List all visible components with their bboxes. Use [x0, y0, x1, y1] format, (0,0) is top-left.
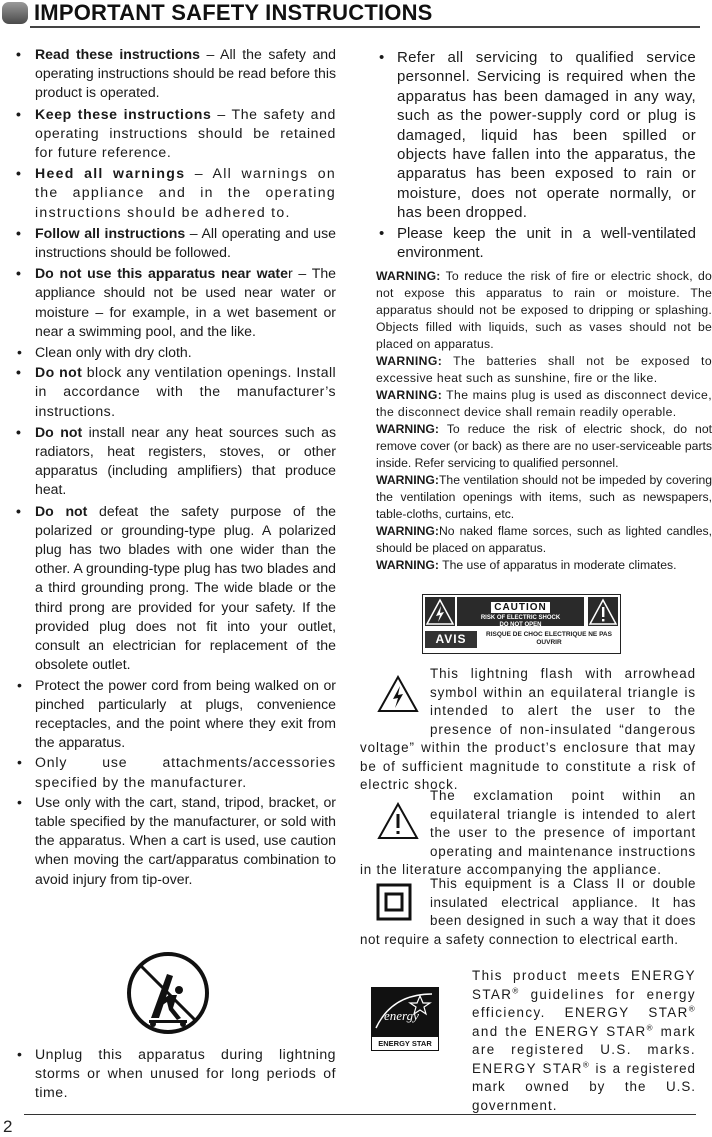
list-item: • Do not install near any heat sources such as radiators, heat registers, stoves, or other apparatus (including amplifiers) that produce heat.	[16, 423, 336, 498]
list-item: • Protect the power cord from being walked on or pinched particularly at plugs, convenience receptacles, and the point where they exit from the apparatus.	[17, 676, 336, 751]
lightning-symbol-description: This lightning flash with arrowhead symbol within an equilateral triangle is intended to alert the user to the presence of non-insulated “dangerous voltage” within the product’s enclosure that may be of sufficient magnitude to constitute a risk of electric shock.	[360, 666, 696, 792]
right-column	[376, 48, 696, 262]
list-item: • Refer all servicing to qualified service personnel. Servicing is required when the apparatus has been damaged in any way, such as the power-supply cord or plug is damaged, liquid has been spilled or objects have fallen into the apparatus, the apparatus has been exposed to rain or moisture, does not operate normally, or has been dropped.	[379, 49, 696, 222]
svg-text:energy: energy	[384, 1008, 419, 1023]
list-item: • Keep these instructions – The safety and operating instructions should be retained for future reference.	[16, 105, 336, 161]
page-number: 2	[3, 1117, 13, 1136]
avis-badge: AVIS	[425, 631, 477, 648]
list-item: • Only use attachments/accessories specified by the manufacturer.	[17, 754, 336, 790]
warning-paragraph: WARNING: The use of apparatus in moderate climates.	[376, 558, 677, 572]
warning-paragraph: WARNING: The batteries shall not be exposed to excessive heat such as sunshine, fire or the like.	[376, 354, 712, 385]
exclamation-symbol-description: The exclamation point within an equilateral triangle is intended to alert the user to the presence of important operating and maintenance instructions in the literature accompanying the appliance.	[360, 788, 696, 877]
unplug-item	[14, 1045, 336, 1103]
header-divider	[30, 26, 700, 28]
list-item: • Read these instructions – All the safety and operating instructions should be read before this product is operated.	[16, 46, 336, 101]
list-item: • Use only with the cart, stand, tripod, bracket, or table specified by the manufacturer, or sold with the apparatus. When a cart is used, use caution when moving the cart/apparatus combination to avoid injury from tip-over.	[17, 793, 336, 887]
caution-label	[422, 594, 621, 654]
page-title: IMPORTANT SAFETY INSTRUCTIONS	[34, 0, 433, 25]
list-item: • Do not defeat the safety purpose of the polarized or grounding-type plug. A polarized plug has two blades with one wider than the other. A grounding-type plug has two blades and a third grounding prong. The wide blade or the third prong are provided for your safety. If the provided plug does not fit into your outlet, consult an electrician for replacement of the obsolete outlet.	[16, 502, 336, 673]
lightning-triangle-icon	[425, 597, 455, 626]
list-item: • Clean only with dry cloth.	[17, 344, 192, 361]
energy-star-emblem-icon	[372, 988, 438, 1036]
warning-paragraph: WARNING:No naked flame sorces, such as lighted candles, should be placed on apparatus.	[376, 524, 712, 555]
exclamation-triangle-icon	[588, 597, 618, 626]
warning-paragraph: WARNING:The ventilation should not be impeded by covering the ventilation openings with items, such as newspapers, table-cloths, curtains, etc.	[376, 473, 712, 521]
warning-paragraph: WARNING: To reduce the risk of fire or electric shock, do not expose this apparatus to rain or moisture. The apparatus should not be exposed to dripping or splashing. Objects filled with liquids, such as vases should not be placed on apparatus.	[376, 269, 712, 351]
list-item: • Please keep the unit in a well-ventilated environment.	[379, 224, 696, 262]
energy-star-logo	[371, 987, 439, 1051]
avis-text: RISQUE DE CHOC ELECTRIQUE NE PAS OUVRIR	[486, 631, 612, 646]
list-item: • Do not block any ventilation openings. Install in accordance with the manufacturer’s instructions.	[16, 364, 337, 419]
list-item: • Heed all warnings – All warnings on the appliance and in the operating instructions should be adhered to.	[16, 165, 336, 220]
list-item: • Unplug this apparatus during lightning storms or when unused for long periods of time.	[17, 1046, 336, 1101]
safety-list-left	[14, 45, 336, 889]
page-header	[0, 0, 712, 28]
warning-paragraph: WARNING: The mains plug is used as disconnect device, the disconnect device shall remain readily operable.	[376, 388, 712, 419]
footer-divider	[24, 1114, 696, 1115]
list-item: • Follow all instructions – All operating and use instructions should be followed.	[16, 224, 337, 261]
warning-paragraph: WARNING: To reduce the risk of electric shock, do not remove cover (or back) as there are no user-serviceable parts inside. Refer servicing to qualified personnel.	[376, 422, 712, 470]
list-item: • Do not use this apparatus near water – The appliance should not be used near water or moisture – for example, in a wet basement or near a swimming pool, and the like.	[16, 265, 336, 339]
left-column	[14, 45, 336, 889]
caution-header: CAUTION RISK OF ELECTRIC SHOCK DO NOT OPEN	[457, 597, 584, 626]
energy-star-description: This product meets ENERGY STAR® guidelines for energy efficiency. ENERGY STAR® and the ENERGY STAR® mark are registered U.S. marks. ENERGY STAR® is a registered mark owned by the U.S. government.	[472, 968, 696, 1113]
cart-tip-over-warning-icon	[127, 952, 209, 1034]
warnings-block	[376, 268, 712, 574]
header-tab-decoration	[2, 2, 28, 24]
energy-star-label: ENERGY STAR	[372, 1036, 438, 1050]
class-ii-description: This equipment is a Class II or double insulated electrical appliance. It has been designed in such a way that it does not require a safety connection to electrical earth.	[360, 876, 696, 947]
